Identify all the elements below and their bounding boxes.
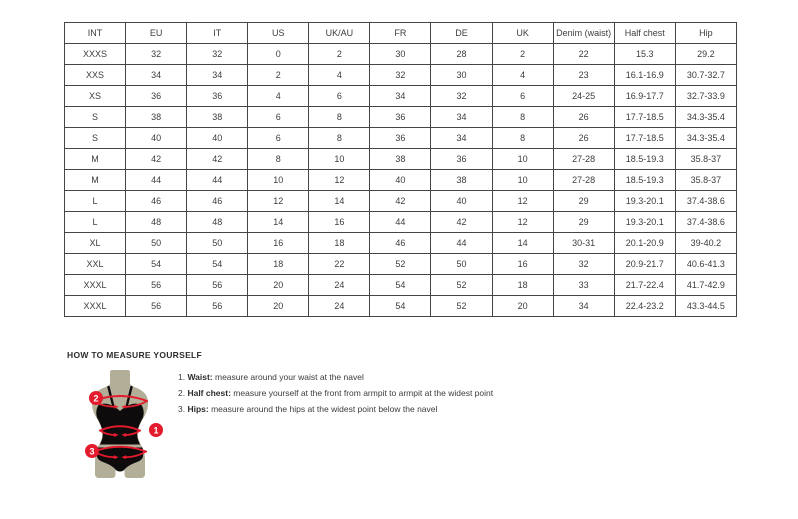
size-cell: 23 xyxy=(553,65,614,86)
column-header-hip: Hip xyxy=(675,23,736,44)
size-cell: 16.1-16.9 xyxy=(614,65,675,86)
size-cell: 36 xyxy=(431,149,492,170)
step-number: 2. xyxy=(178,388,188,398)
size-cell: 38 xyxy=(187,107,248,128)
size-row xyxy=(65,275,737,296)
size-cell: 29.2 xyxy=(675,44,736,65)
size-cell: 35.8-37 xyxy=(675,170,736,191)
size-cell: 52 xyxy=(431,296,492,317)
column-header-half-chest: Half chest xyxy=(614,23,675,44)
size-cell: 17.7-18.5 xyxy=(614,128,675,149)
size-cell: 15.3 xyxy=(614,44,675,65)
size-cell: 2 xyxy=(309,44,370,65)
size-cell: 50 xyxy=(187,233,248,254)
size-cell: 22.4-23.2 xyxy=(614,296,675,317)
size-cell: 4 xyxy=(309,65,370,86)
size-cell: 38 xyxy=(370,149,431,170)
size-cell: 38 xyxy=(126,107,187,128)
size-cell: 41.7-42.9 xyxy=(675,275,736,296)
size-cell: 34 xyxy=(431,128,492,149)
size-cell: 30-31 xyxy=(553,233,614,254)
size-cell: 21.7-22.4 xyxy=(614,275,675,296)
mannequin-illustration xyxy=(72,370,168,480)
size-cell: 34 xyxy=(431,107,492,128)
size-cell: 40 xyxy=(370,170,431,191)
measure-section-title: HOW TO MEASURE YOURSELF xyxy=(67,350,203,360)
size-row xyxy=(65,86,737,107)
size-cell: 19.3-20.1 xyxy=(614,212,675,233)
size-cell: 44 xyxy=(431,233,492,254)
size-cell: XXL xyxy=(65,254,126,275)
step-text: measure yourself at the front from armpit to armpit at the widest point xyxy=(230,388,494,398)
size-cell: 20.1-20.9 xyxy=(614,233,675,254)
step-text: measure around the hips at the widest point below the navel xyxy=(208,404,438,414)
size-row xyxy=(65,44,737,65)
size-cell: 34 xyxy=(187,65,248,86)
step-label: Waist: xyxy=(187,372,213,382)
size-cell: 34 xyxy=(370,86,431,107)
size-cell: 14 xyxy=(492,233,553,254)
size-cell: 6 xyxy=(309,86,370,107)
size-cell: 30 xyxy=(431,65,492,86)
size-row xyxy=(65,254,737,275)
step-number: 3. xyxy=(178,404,188,414)
mannequin-figure xyxy=(72,370,168,480)
size-cell: S xyxy=(65,128,126,149)
size-cell: 44 xyxy=(187,170,248,191)
size-cell: 24 xyxy=(309,296,370,317)
size-cell: 0 xyxy=(248,44,309,65)
step-text: measure around your waist at the navel xyxy=(212,372,364,382)
measure-step xyxy=(178,385,598,401)
size-cell: 32 xyxy=(187,44,248,65)
size-cell: 14 xyxy=(309,191,370,212)
size-cell: 43.3-44.5 xyxy=(675,296,736,317)
size-cell: 40 xyxy=(431,191,492,212)
size-row xyxy=(65,65,737,86)
size-row xyxy=(65,128,737,149)
size-cell: 10 xyxy=(309,149,370,170)
waist-badge-number: 1 xyxy=(153,425,159,436)
size-cell: 20 xyxy=(248,296,309,317)
size-cell: 56 xyxy=(187,296,248,317)
size-cell: 33 xyxy=(553,275,614,296)
size-chart-table xyxy=(64,22,737,317)
size-cell: 54 xyxy=(370,275,431,296)
size-cell: 8 xyxy=(492,107,553,128)
waist-badge xyxy=(149,423,163,437)
size-cell: 44 xyxy=(126,170,187,191)
size-cell: 36 xyxy=(370,128,431,149)
hips-badge-number: 3 xyxy=(89,446,95,457)
size-row xyxy=(65,170,737,191)
size-cell: 40 xyxy=(187,128,248,149)
size-cell: 8 xyxy=(309,128,370,149)
size-cell: 22 xyxy=(309,254,370,275)
size-chart-header xyxy=(65,23,737,44)
size-cell: 48 xyxy=(187,212,248,233)
size-cell: 46 xyxy=(126,191,187,212)
size-cell: 6 xyxy=(492,86,553,107)
size-cell: 26 xyxy=(553,107,614,128)
size-cell: 29 xyxy=(553,191,614,212)
size-cell: 36 xyxy=(126,86,187,107)
size-cell: 26 xyxy=(553,128,614,149)
size-cell: 4 xyxy=(248,86,309,107)
size-cell: XL xyxy=(65,233,126,254)
size-cell: 52 xyxy=(431,275,492,296)
size-cell: 10 xyxy=(492,149,553,170)
size-cell: 20 xyxy=(248,275,309,296)
size-cell: 50 xyxy=(126,233,187,254)
column-header-int: INT xyxy=(65,23,126,44)
size-cell: 30 xyxy=(370,44,431,65)
step-number: 1. xyxy=(178,372,188,382)
size-cell: 46 xyxy=(187,191,248,212)
size-cell: 10 xyxy=(492,170,553,191)
step-label: Hips: xyxy=(187,404,209,414)
chest-badge xyxy=(89,391,103,405)
size-cell: 8 xyxy=(309,107,370,128)
size-cell: XS xyxy=(65,86,126,107)
size-cell: 30.7-32.7 xyxy=(675,65,736,86)
measure-step xyxy=(178,369,598,385)
size-chart xyxy=(64,22,737,317)
size-cell: 56 xyxy=(126,275,187,296)
size-cell: 8 xyxy=(492,128,553,149)
size-cell: 12 xyxy=(492,212,553,233)
size-cell: 28 xyxy=(431,44,492,65)
size-row xyxy=(65,212,737,233)
size-cell: 19.3-20.1 xyxy=(614,191,675,212)
size-cell: 32 xyxy=(126,44,187,65)
size-cell: 16 xyxy=(248,233,309,254)
size-cell: 27-28 xyxy=(553,149,614,170)
size-cell: XXXL xyxy=(65,296,126,317)
size-cell: 17.7-18.5 xyxy=(614,107,675,128)
size-cell: 38 xyxy=(431,170,492,191)
size-cell: 56 xyxy=(187,275,248,296)
size-cell: 34.3-35.4 xyxy=(675,107,736,128)
size-cell: 54 xyxy=(126,254,187,275)
size-cell: 37.4-38.6 xyxy=(675,191,736,212)
size-cell: M xyxy=(65,149,126,170)
size-cell: 34 xyxy=(126,65,187,86)
hips-badge xyxy=(85,444,99,458)
size-cell: L xyxy=(65,212,126,233)
column-header-uk: UK xyxy=(492,23,553,44)
size-cell: 39-40.2 xyxy=(675,233,736,254)
size-row xyxy=(65,107,737,128)
size-cell: 32 xyxy=(370,65,431,86)
step-label: Half chest: xyxy=(187,388,231,398)
size-cell: 2 xyxy=(248,65,309,86)
size-cell: 12 xyxy=(248,191,309,212)
size-cell: 18 xyxy=(309,233,370,254)
size-cell: M xyxy=(65,170,126,191)
size-cell: 32 xyxy=(553,254,614,275)
size-cell: 42 xyxy=(370,191,431,212)
chest-badge-number: 2 xyxy=(93,393,99,404)
size-chart-body xyxy=(65,44,737,317)
size-cell: XXXL xyxy=(65,275,126,296)
size-row xyxy=(65,296,737,317)
size-row xyxy=(65,191,737,212)
size-cell: 18 xyxy=(248,254,309,275)
size-cell: 20.9-21.7 xyxy=(614,254,675,275)
column-header-de: DE xyxy=(431,23,492,44)
size-cell: 20 xyxy=(492,296,553,317)
column-header-denim-waist: Denim (waist) xyxy=(553,23,614,44)
size-cell: 54 xyxy=(370,296,431,317)
size-cell: 8 xyxy=(248,149,309,170)
size-row xyxy=(65,233,737,254)
size-cell: S xyxy=(65,107,126,128)
size-cell: 12 xyxy=(492,191,553,212)
size-cell: 4 xyxy=(492,65,553,86)
column-header-fr: FR xyxy=(370,23,431,44)
size-cell: 16.9-17.7 xyxy=(614,86,675,107)
size-cell: 24 xyxy=(309,275,370,296)
header-row xyxy=(65,23,737,44)
size-cell: 6 xyxy=(248,107,309,128)
measure-steps xyxy=(178,369,598,417)
size-cell: 40 xyxy=(126,128,187,149)
size-cell: 6 xyxy=(248,128,309,149)
size-cell: L xyxy=(65,191,126,212)
size-cell: 42 xyxy=(126,149,187,170)
size-cell: 22 xyxy=(553,44,614,65)
size-cell: 10 xyxy=(248,170,309,191)
size-row xyxy=(65,149,737,170)
column-header-it: IT xyxy=(187,23,248,44)
size-cell: 18 xyxy=(492,275,553,296)
size-cell: 42 xyxy=(431,212,492,233)
size-cell: 35.8-37 xyxy=(675,149,736,170)
column-header-us: US xyxy=(248,23,309,44)
size-cell: 50 xyxy=(431,254,492,275)
size-cell: 56 xyxy=(126,296,187,317)
size-cell: 37.4-38.6 xyxy=(675,212,736,233)
size-cell: 18.5-19.3 xyxy=(614,170,675,191)
size-cell: 16 xyxy=(492,254,553,275)
size-cell: 24-25 xyxy=(553,86,614,107)
size-cell: 27-28 xyxy=(553,170,614,191)
size-cell: 34.3-35.4 xyxy=(675,128,736,149)
size-cell: XXS xyxy=(65,65,126,86)
size-cell: 18.5-19.3 xyxy=(614,149,675,170)
size-cell: 12 xyxy=(309,170,370,191)
size-cell: 36 xyxy=(187,86,248,107)
size-cell: 32 xyxy=(431,86,492,107)
size-cell: 36 xyxy=(370,107,431,128)
size-cell: 44 xyxy=(370,212,431,233)
size-cell: 16 xyxy=(309,212,370,233)
size-cell: 32.7-33.9 xyxy=(675,86,736,107)
size-cell: 42 xyxy=(187,149,248,170)
size-cell: 52 xyxy=(370,254,431,275)
size-cell: 54 xyxy=(187,254,248,275)
size-cell: XXXS xyxy=(65,44,126,65)
size-cell: 34 xyxy=(553,296,614,317)
column-header-eu: EU xyxy=(126,23,187,44)
size-cell: 14 xyxy=(248,212,309,233)
column-header-uk-au: UK/AU xyxy=(309,23,370,44)
size-cell: 46 xyxy=(370,233,431,254)
size-cell: 48 xyxy=(126,212,187,233)
size-cell: 29 xyxy=(553,212,614,233)
measure-step xyxy=(178,401,598,417)
size-cell: 2 xyxy=(492,44,553,65)
size-cell: 40.6-41.3 xyxy=(675,254,736,275)
